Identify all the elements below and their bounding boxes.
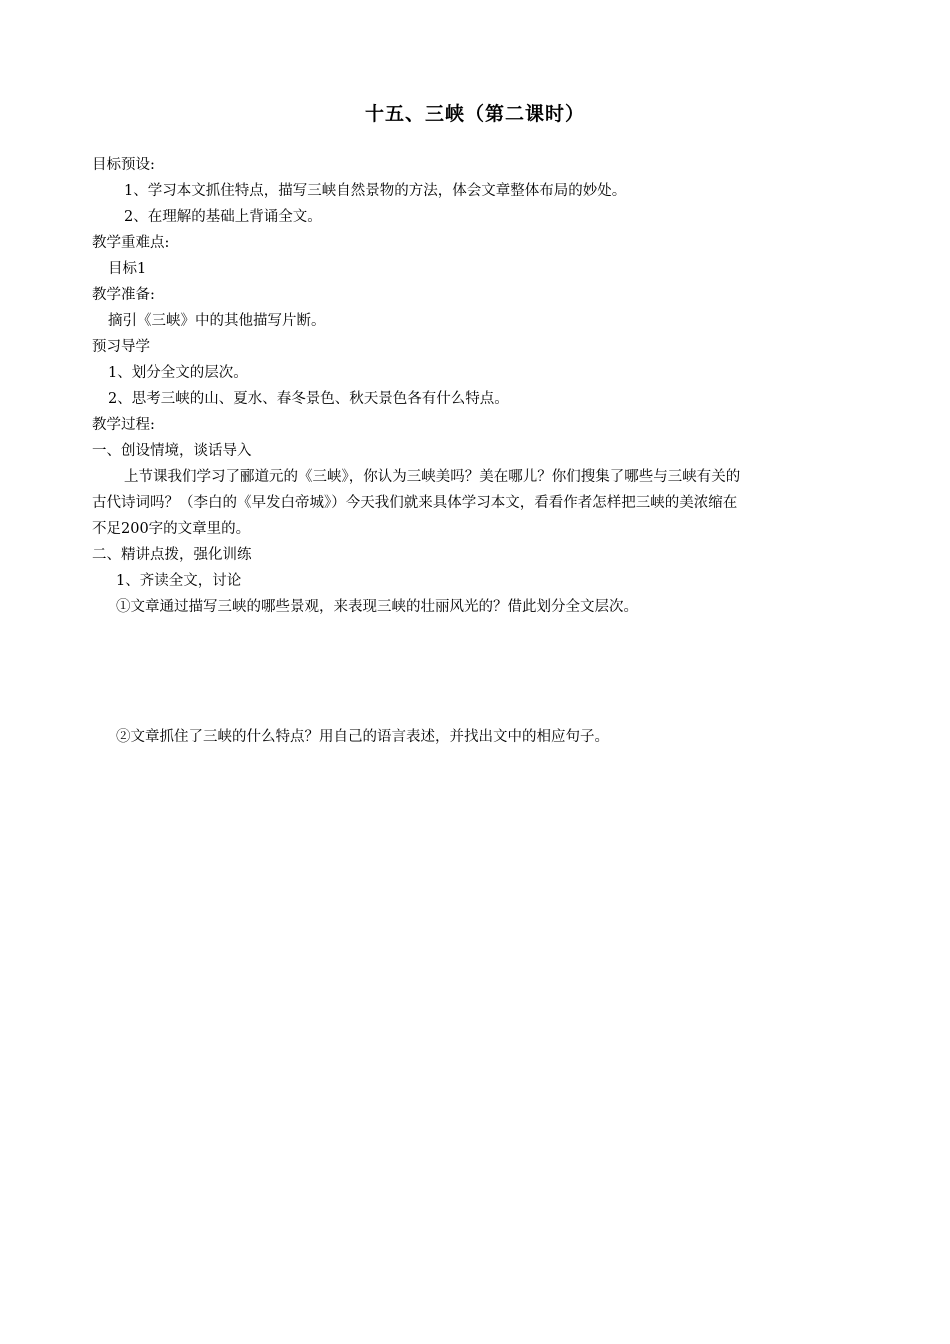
preparation-text: 摘引《三峡》中的其他描写片断。 [108,313,326,329]
step-1-paragraph-line-3: 不足200字的文章里的。 [92,521,251,537]
preparation-heading: 教学准备: [92,287,155,303]
step-1-heading: 一、创设情境，谈话导入 [92,443,252,459]
preview-heading: 预习导学 [92,339,150,355]
process-heading: 教学过程: [92,417,155,433]
document-title: 十五、三峡（第二课时） [364,103,585,125]
question-2: ②文章抓住了三峡的什么特点？用自己的语言表述，并找出文中的相应句子。 [116,729,609,745]
key-points-text: 目标1 [108,261,147,277]
question-1: ①文章通过描写三峡的哪些景观，来表现三峡的壮丽风光的？借此划分全文层次。 [116,599,638,615]
step-1-paragraph-line-1: 上节课我们学习了郦道元的《三峡》，你认为三峡美吗？美在哪儿？你们搜集了哪些与三峡有关的 [124,469,741,485]
preview-item-1: 1、划分全文的层次。 [108,365,248,381]
goal-item-2: 2、在理解的基础上背诵全文。 [124,209,322,225]
preview-item-2: 2、思考三峡的山、夏水、春冬景色、秋天景色各有什么特点。 [108,391,509,407]
goal-item-1: 1、学习本文抓住特点，描写三峡自然景物的方法，体会文章整体布局的妙处。 [124,183,627,199]
step-2-heading: 二、精讲点拨，强化训练 [92,547,252,563]
step-2-item-1: 1、齐读全文，讨论 [116,573,242,589]
goals-heading: 目标预设: [92,157,155,173]
key-points-heading: 教学重难点: [92,235,170,251]
step-1-paragraph-line-2: 古代诗词吗？（李白的《早发白帝城》）今天我们就来具体学习本文，看看作者怎样把三峡的美浓缩在 [92,495,738,511]
